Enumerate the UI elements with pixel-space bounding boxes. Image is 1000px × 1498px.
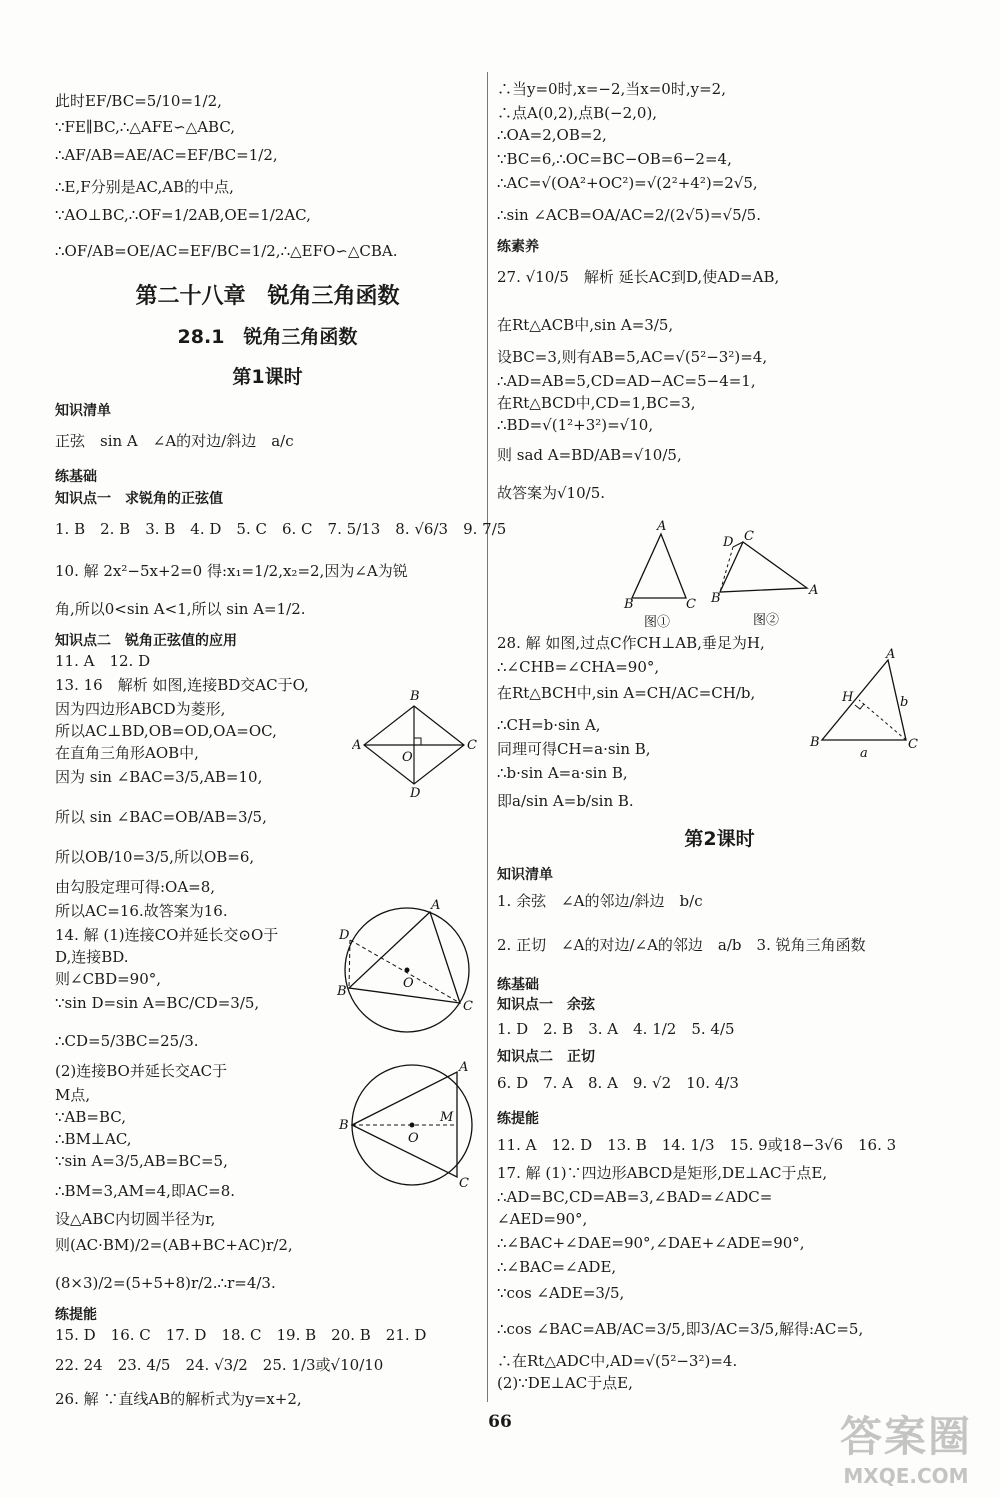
left-line: 10. 解 2x²−5x+2=0 得:x₁=1/2,x₂=2,因为∠A为锐 — [55, 562, 408, 580]
right-line: 知识点一 余弦 — [497, 997, 595, 1013]
left-line: ∵sin A=3/5,AB=BC=5, — [55, 1152, 228, 1170]
right-line: 练素养 — [497, 239, 539, 255]
right-line: 在Rt△ACB中,sin A=3/5, — [497, 316, 674, 334]
left-line: ∴BM=3,AM=4,即AC=8. — [55, 1182, 236, 1200]
tri3-label: H — [842, 690, 854, 705]
left-line: ∴CD=5/3BC=25/3. — [55, 1032, 199, 1050]
circle2-label: O — [408, 1131, 419, 1146]
left-line: 13. 16 解析 如图,连接BD交AC于O, — [55, 676, 309, 694]
left-line: 14. 解 (1)连接CO并延长交⊙O于 — [55, 926, 279, 944]
right-line: 28. 解 如图,过点C作CH⊥AB,垂足为H, — [497, 634, 765, 652]
rhombus-label: D — [410, 786, 421, 800]
right-line: 第2课时 — [684, 828, 755, 850]
right-line: ∵BC=6,∴OC=BC−OB=6−2=4, — [497, 150, 732, 168]
right-line: 同理可得CH=a·sin B, — [497, 740, 651, 758]
left-line: 28.1 锐角三角函数 — [177, 326, 358, 348]
left-line: 所以AC⊥BD,OB=OD,OA=OC, — [55, 722, 277, 740]
left-line: 15. D 16. C 17. D 18. C 19. B 20. B 21. D — [55, 1326, 427, 1344]
rhombus-label: C — [467, 738, 477, 753]
rhombus-label: B — [410, 689, 420, 704]
left-line: ∵AB=BC, — [55, 1108, 126, 1126]
watermark-url: MXQE.COM — [843, 1464, 969, 1488]
page-number: 66 — [488, 1412, 512, 1432]
right-line: 练提能 — [497, 1111, 539, 1127]
right-line: 即a/sin A=b/sin B. — [497, 792, 634, 810]
circle1-label: B — [337, 984, 347, 999]
watermark-logo: 答案圈 — [839, 1412, 972, 1461]
right-line: ∴在Rt△ADC中,AD=√(5²−3²)=4. — [497, 1352, 738, 1370]
left-line: 所以OB/10=3/5,所以OB=6, — [55, 848, 255, 866]
left-line: 正弦 sin A ∠A的对边/斜边 a/c — [55, 432, 294, 450]
left-line: 知识点一 求锐角的正弦值 — [55, 491, 223, 507]
left-line: ∵AO⊥BC,∴OF=1/2AB,OE=1/2AC, — [55, 206, 311, 224]
circle1-label: C — [463, 999, 473, 1014]
left-line: ∵FE∥BC,∴△AFE∽△ABC, — [55, 118, 236, 136]
left-line: 练提能 — [55, 1307, 97, 1323]
right-line: ∴AC=√(OA²+OC²)=√(2²+4²)=2√5, — [497, 174, 758, 192]
left-line: 角,所以0<sin A<1,所以 sin A=1/2. — [55, 600, 306, 618]
right-line: ∴AD=BC,CD=AB=3,∠BAD=∠ADC= — [497, 1188, 773, 1206]
column-divider — [487, 72, 488, 1402]
left-line: 由勾股定理可得:OA=8, — [55, 878, 216, 896]
right-line: 6. D 7. A 8. A 9. √2 10. 4/3 — [497, 1074, 739, 1092]
right-line: ∴BD=√(1²+3²)=√10, — [497, 416, 654, 434]
circle-figure-1 — [335, 895, 480, 1037]
left-line: (8×3)/2=(5+5+8)r/2.∴r=4/3. — [55, 1274, 276, 1292]
right-line: ∴点A(0,2),点B(−2,0), — [497, 104, 658, 122]
watermark — [840, 1404, 972, 1488]
right-line: 17. 解 (1)∵四边形ABCD是矩形,DE⊥AC于点E, — [497, 1164, 828, 1182]
right-line: 在Rt△BCH中,sin A=CH/AC=CH/b, — [497, 684, 756, 702]
left-line: 26. 解 ∵直线AB的解析式为y=x+2, — [55, 1390, 302, 1408]
tri2-caption: 图② — [753, 613, 780, 628]
tri3-label: a — [860, 746, 868, 760]
left-line: 11. A 12. D — [55, 652, 151, 670]
right-line: ∴∠BAC=∠ADE, — [497, 1258, 617, 1276]
tri3-label: A — [886, 648, 896, 662]
right-line: ∴b·sin A=a·sin B, — [497, 764, 628, 782]
right-line: ∴∠BAC+∠DAE=90°,∠DAE+∠ADE=90°, — [497, 1234, 805, 1252]
right-line: 设BC=3,则有AB=5,AC=√(5²−3²)=4, — [497, 348, 768, 366]
right-line: ∴AD=AB=5,CD=AD−AC=5−4=1, — [497, 372, 756, 390]
rhombus-label: A — [352, 738, 362, 753]
tri3-label: B — [810, 735, 820, 750]
right-line: 2. 正切 ∠A的对边/∠A的邻边 a/b 3. 锐角三角函数 — [497, 936, 866, 954]
left-line: (2)连接BO并延长交AC于 — [55, 1062, 228, 1080]
left-line: 此时EF/BC=5/10=1/2, — [55, 92, 222, 110]
left-line: ∴E,F分别是AC,AB的中点, — [55, 178, 234, 196]
right-line: 11. A 12. D 13. B 14. 1/3 15. 9或18−3√6 16. 3 — [497, 1136, 897, 1154]
triangle-figure-3 — [808, 648, 928, 760]
right-line: 则 sad A=BD/AB=√10/5, — [497, 446, 682, 464]
left-line: 因为四边形ABCD为菱形, — [55, 700, 226, 718]
rhombus-label: O — [402, 750, 413, 765]
triangle-figure-2 — [705, 530, 825, 632]
left-line: ∴OF/AB=OE/AC=EF/BC=1/2,∴△EFO∽△CBA. — [55, 242, 398, 260]
left-line: ∵sin D=sin A=BC/CD=3/5, — [55, 994, 260, 1012]
left-line: 22. 24 23. 4/5 24. √3/2 25. 1/3或√10/10 — [55, 1356, 384, 1374]
circle-figure-2 — [335, 1055, 480, 1190]
rhombus-figure — [352, 688, 482, 800]
triangle-figure-1 — [620, 520, 700, 632]
right-line: ∠AED=90°, — [497, 1210, 588, 1228]
left-line: ∴AF/AB=AE/AC=EF/BC=1/2, — [55, 146, 278, 164]
left-line: 第1课时 — [232, 366, 303, 388]
tri1-label: A — [657, 520, 667, 534]
circle1-label: A — [431, 898, 441, 913]
left-line: 所以AC=16.故答案为16. — [55, 902, 228, 920]
left-line: 设△ABC内切圆半径为r, — [55, 1210, 216, 1228]
right-line: 27. √10/5 解析 延长AC到D,使AD=AB, — [497, 268, 780, 286]
left-line: 在直角三角形AOB中, — [55, 744, 199, 762]
right-line: 在Rt△BCD中,CD=1,BC=3, — [497, 394, 696, 412]
tri2-label: A — [809, 583, 819, 598]
circle1-label: O — [403, 976, 414, 991]
left-line: 所以 sin ∠BAC=OB/AB=3/5, — [55, 808, 267, 826]
left-line: ∴BM⊥AC, — [55, 1130, 132, 1148]
left-line: 知识点二 锐角正弦值的应用 — [55, 633, 237, 649]
right-line: 知识清单 — [497, 867, 553, 883]
tri3-label: C — [908, 737, 918, 752]
right-line: 知识点二 正切 — [497, 1049, 595, 1065]
tri1-caption: 图① — [644, 615, 671, 630]
right-line: ∴sin ∠ACB=OA/AC=2/(2√5)=√5/5. — [497, 206, 761, 224]
left-line: 则(AC·BM)/2=(AB+BC+AC)r/2, — [55, 1236, 293, 1254]
right-line: ∴cos ∠BAC=AB/AC=3/5,即3/AC=3/5,解得:AC=5, — [497, 1320, 864, 1338]
circle2-label: C — [459, 1176, 469, 1190]
right-line: ∴OA=2,OB=2, — [497, 126, 607, 144]
tri1-label: C — [686, 597, 696, 612]
right-line: ∴∠CHB=∠CHA=90°, — [497, 658, 660, 676]
left-line: 练基础 — [55, 469, 97, 485]
circle2-label: B — [339, 1118, 349, 1133]
circle2-label: A — [459, 1060, 469, 1075]
tri3-label: b — [900, 695, 909, 710]
circle2-label: M — [440, 1110, 454, 1125]
left-line: M点, — [55, 1086, 91, 1104]
left-line: 1. B 2. B 3. B 4. D 5. C 6. C 7. 5/13 8. √6/3 9. 7/5 — [55, 520, 507, 538]
right-line: ∵cos ∠ADE=3/5, — [497, 1284, 625, 1302]
left-line: 知识清单 — [55, 403, 111, 419]
right-line: (2)∵DE⊥AC于点E, — [497, 1374, 633, 1392]
right-line: ∴CH=b·sin A, — [497, 716, 601, 734]
right-line: 1. 余弦 ∠A的邻边/斜边 b/c — [497, 892, 703, 910]
tri2-label: B — [711, 591, 721, 606]
right-line: 练基础 — [497, 977, 539, 993]
tri1-label: B — [624, 597, 634, 612]
tri2-label: D — [723, 535, 734, 550]
left-line: 因为 sin ∠BAC=3/5,AB=10, — [55, 768, 263, 786]
right-line: 1. D 2. B 3. A 4. 1/2 5. 4/5 — [497, 1020, 735, 1038]
left-line: D,连接BD. — [55, 948, 129, 966]
circle1-label: D — [339, 928, 350, 943]
tri2-label: C — [744, 530, 754, 544]
right-line: ∴当y=0时,x=−2,当x=0时,y=2, — [497, 80, 726, 98]
left-line: 则∠CBD=90°, — [55, 970, 162, 988]
right-line: 故答案为√10/5. — [497, 484, 606, 502]
left-line: 第二十八章 锐角三角函数 — [135, 284, 400, 309]
